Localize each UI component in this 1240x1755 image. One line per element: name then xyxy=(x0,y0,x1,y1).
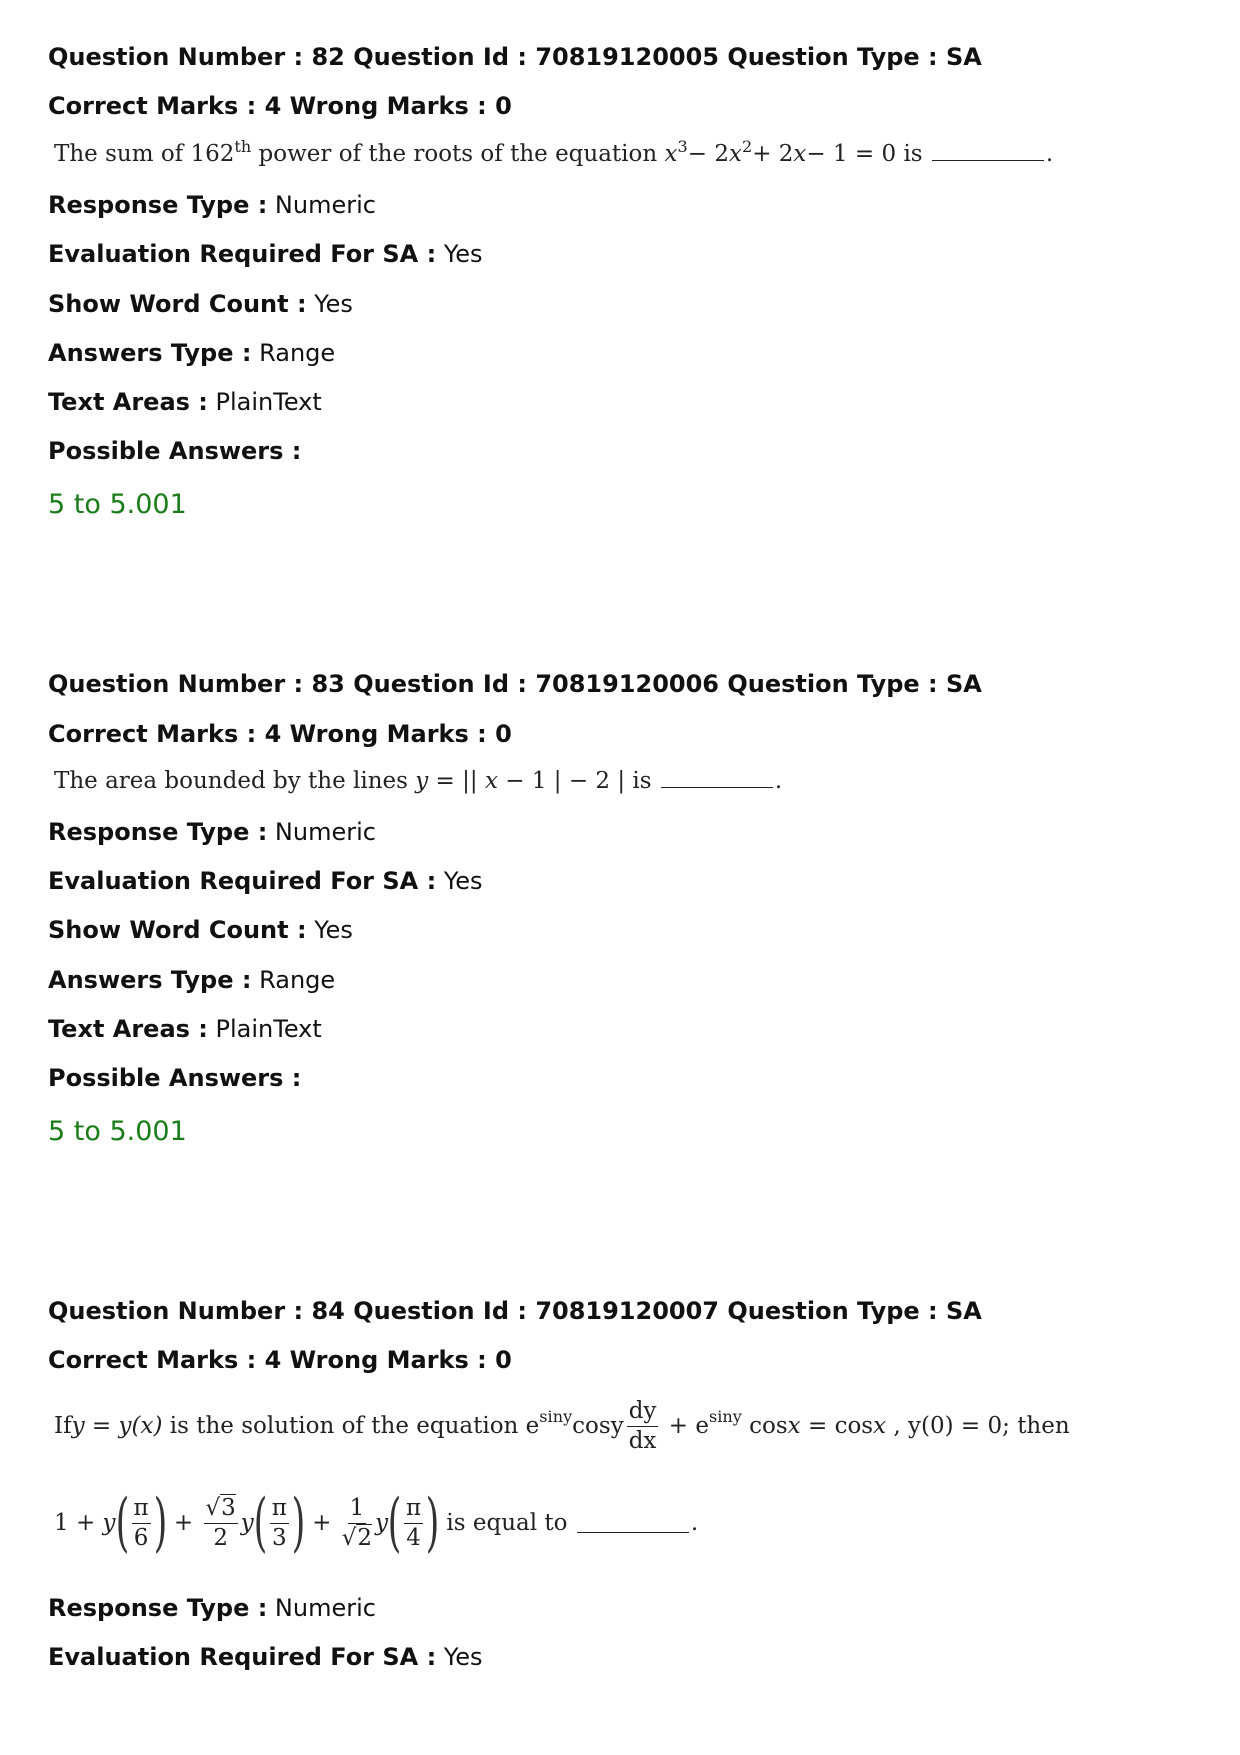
field-text-areas: Text Areas : PlainText xyxy=(48,1015,322,1043)
paren-group: ( $\frac{\pi}{3}$ ) xyxy=(253,1486,306,1560)
field-text-areas: Text Areas : PlainText xyxy=(48,388,322,416)
derivative-fraction: $\frac{dy}{dx}$ xyxy=(628,1397,657,1454)
field-possible-answers: Possible Answers : xyxy=(48,1064,302,1092)
field-answers-type: Answers Type : Range xyxy=(48,966,336,994)
field-show-word-count: Show Word Count : Yes xyxy=(48,916,353,944)
field-show-word-count: Show Word Count : Yes xyxy=(48,290,353,318)
field-response-type: Response Type : Numeric xyxy=(48,191,376,219)
field-evaluation-required: Evaluation Required For SA : Yes xyxy=(48,867,483,895)
paren-group: ( $\frac{\pi}{4}$ ) xyxy=(387,1486,440,1560)
question-header: Question Number : 83 Question Id : 70819120006 Question Type : SA xyxy=(48,670,982,698)
field-response-type: Response Type : Numeric xyxy=(48,818,376,846)
possible-answer: 5 to 5.001 xyxy=(48,489,187,520)
question-text: The area bounded by the lines y = || x − 1 | − 2 | is . xyxy=(54,768,783,794)
question-text: The sum of 162th power of the roots of the equation $x^3- 2x^2+ 2x- 1 = 0$ is . xyxy=(54,137,1054,167)
sqrt3-over-2: $\frac{√3}{2}$ xyxy=(205,1494,236,1551)
field-possible-answers: Possible Answers : xyxy=(48,437,302,465)
field-response-type: Response Type : Numeric xyxy=(48,1594,376,1622)
question-header: Question Number : 84 Question Id : 70819120007 Question Type : SA xyxy=(48,1297,982,1325)
question-text-line-2: 1 + y ( $\frac{\pi}{6}$ ) + $\frac{√3}{2}$ y ( $\frac{\pi}{3}$ ) + $\frac{1}{√2}$ y ( $\frac{\pi}{4}$ ) is equal to . xyxy=(54,1486,699,1560)
field-evaluation-required: Evaluation Required For SA : Yes xyxy=(48,240,483,268)
marks-line: Correct Marks : 4 Wrong Marks : 0 xyxy=(48,92,512,120)
field-evaluation-required: Evaluation Required For SA : Yes xyxy=(48,1643,483,1671)
marks-line: Correct Marks : 4 Wrong Marks : 0 xyxy=(48,1346,512,1374)
answer-blank xyxy=(661,769,773,788)
marks-line: Correct Marks : 4 Wrong Marks : 0 xyxy=(48,720,512,748)
possible-answer: 5 to 5.001 xyxy=(48,1116,187,1147)
field-answers-type: Answers Type : Range xyxy=(48,339,336,367)
question-text-line-1: If y = y(x) is the solution of the equation e $^{siny}$ cosy $\frac{dy}{dx}$ + e $^{siny}$ cos x = cos x , y(0) = 0; then xyxy=(54,1397,1070,1454)
answer-blank xyxy=(577,1514,689,1533)
one-over-sqrt2: $\frac{1}{√2}$ xyxy=(341,1494,373,1551)
question-header: Question Number : 82 Question Id : 70819120005 Question Type : SA xyxy=(48,43,982,71)
paren-group: ( $\frac{\pi}{6}$ ) xyxy=(115,1486,167,1560)
answer-blank xyxy=(932,142,1044,161)
